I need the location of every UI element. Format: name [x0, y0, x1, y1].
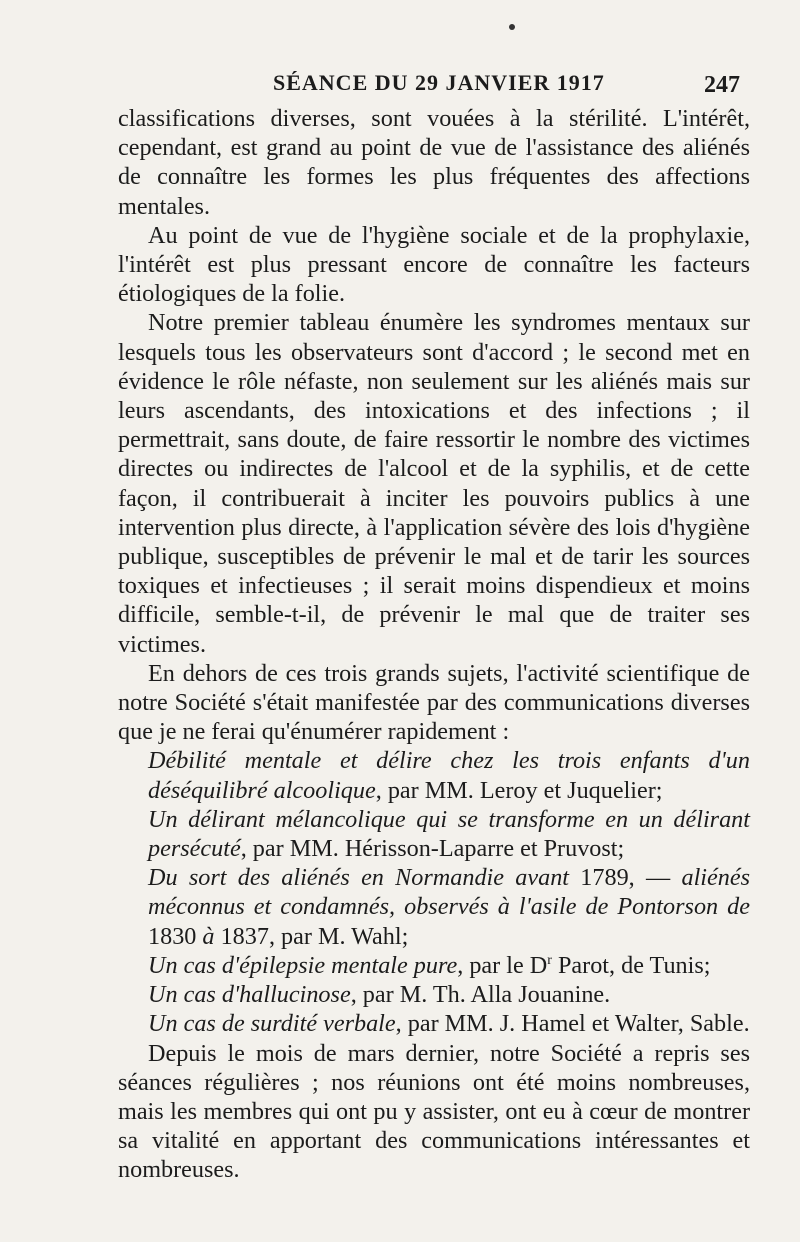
communication-title: Un cas d'hallucinose — [148, 981, 351, 1009]
communication-title: Un cas de surdité verbale — [148, 1010, 396, 1038]
page-header — [118, 70, 752, 100]
communication-year: 1789, — — [569, 864, 682, 892]
paragraph-prophylaxis: Au point de vue de l'hygiène sociale et de la prophylaxie, l'intérêt est plus pressant encore de connaître les facteurs étiologiques de la folie. — [118, 221, 750, 308]
paragraph-communications-intro: En dehors de ces trois grands sujets, l'activité scientifique de notre Société s'était manifestée par des communications diverses que je ne ferai qu'énumérer rapidement : — [118, 659, 750, 746]
ink-dot — [509, 24, 515, 30]
communication-authors: , par MM. Leroy et Juquelier; — [375, 776, 663, 804]
communication-title: Un délirant mélancolique qui se transforme en un délirant persécuté — [148, 805, 750, 863]
paragraph-continuation: classifications diverses, sont vouées à la stérilité. L'intérêt, cependant, est grand au point de vue de l'assistance des aliénés de connaître les formes les plus fréquentes des affections mentales. — [118, 105, 750, 220]
paragraph-sessions: Depuis le mois de mars dernier, notre Société a repris ses séances régulières ; nos réunions ont été moins nombreuses, mais les membres qui ont pu y assister, ont eu à cœur de montrer sa vitalité en apportant des communications intéressantes et nombreuses. — [118, 1039, 750, 1184]
doctor-superscript: r — [547, 952, 552, 968]
communication-item — [118, 805, 750, 863]
communication-title: aliénés méconnus et condamnés, observés à l'asile de Pontorson de — [148, 864, 750, 921]
communication-title: Du sort des aliénés en Normandie avant — [148, 864, 570, 892]
communication-year: 1837 — [214, 922, 269, 950]
communication-item — [118, 980, 750, 1009]
communication-item — [118, 863, 750, 951]
communication-authors: , par M. Wahl; — [268, 922, 409, 950]
communication-title: à — [202, 922, 215, 950]
paragraph-tables: Notre premier tableau énumère les syndromes mentaux sur lesquels tous les observateurs sont d'accord ; le second met en évidence le rôle néfaste, non seulement sur les aliénés mais sur leurs ascendants, des intoxications et des infections ; il permettrait, sans doute, de faire ressortir le nombre des victimes directes ou indirectes de l'alcool et de la syphilis, et de cette façon, il contribuerait à inciter les pouvoirs publics à une intervention plus directe, à l'application sévère des lois d'hygiène publique, susceptibles de prévenir le mal et de tarir les sources toxiques et infectieuses ; il serait moins dispendieux et moins difficile, semble-t-il, de prévenir le mal que de traiter ses victimes. — [118, 309, 750, 658]
communication-authors: , par MM. J. Hamel et Walter, Sable. — [395, 1010, 750, 1038]
communication-year: 1830 — [148, 922, 203, 950]
communication-item — [118, 951, 750, 980]
communication-item — [118, 1009, 750, 1038]
communication-authors: Parot, de Tunis; — [551, 951, 711, 979]
communication-title: Un cas d'épilepsie mentale pure — [148, 951, 458, 979]
communication-authors: , par M. Th. Alla Jouanine. — [350, 981, 611, 1009]
body-text — [118, 104, 750, 1185]
page-number: 247 — [704, 72, 740, 98]
running-head: SÉANCE DU 29 JANVIER 1917 — [273, 70, 605, 95]
communication-title: Débilité mentale et délire chez les trois enfants d'un déséquilibré alcoolique — [148, 747, 750, 804]
communication-authors: , par MM. Hérisson-Laparre et Pruvost; — [240, 835, 625, 863]
communication-item — [118, 746, 750, 804]
communication-authors: , par le D — [457, 951, 548, 979]
